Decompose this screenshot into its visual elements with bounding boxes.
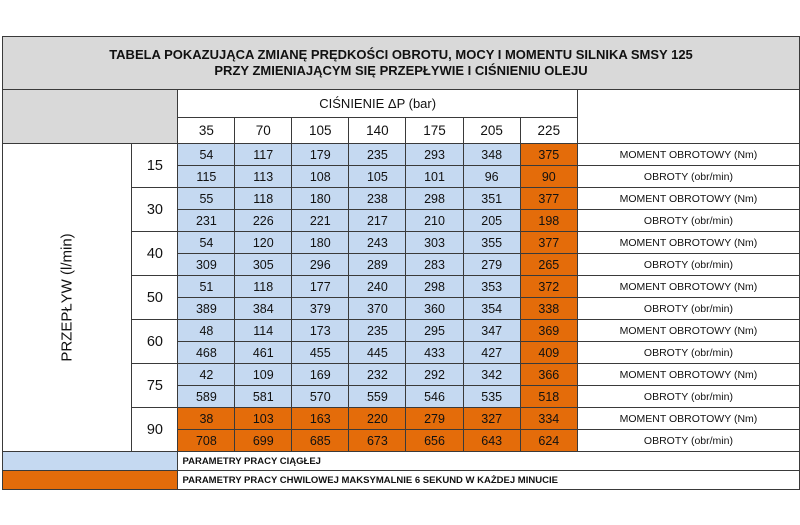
torque-value: 220 — [349, 408, 406, 430]
torque-value: 117 — [235, 144, 292, 166]
speed-value: 673 — [349, 430, 406, 452]
speed-value: 305 — [235, 254, 292, 276]
speed-label: OBROTY (obr/min) — [577, 166, 799, 188]
flow-value: 75 — [132, 364, 178, 408]
torque-label: MOMENT OBROTOWY (Nm) — [577, 320, 799, 342]
torque-value: 169 — [292, 364, 349, 386]
torque-value: 372 — [520, 276, 577, 298]
torque-label: MOMENT OBROTOWY (Nm) — [577, 188, 799, 210]
speed-value: 546 — [406, 386, 463, 408]
speed-value: 370 — [349, 298, 406, 320]
pressure-value: 70 — [235, 118, 292, 144]
speed-value: 205 — [463, 210, 520, 232]
speed-value: 535 — [463, 386, 520, 408]
speed-value: 338 — [520, 298, 577, 320]
torque-value: 295 — [406, 320, 463, 342]
torque-value: 173 — [292, 320, 349, 342]
legend-text-intermittent: PARAMETRY PRACY CHWILOWEJ MAKSYMALNIE 6 SEKUND W KAŻDEJ MINUCIE — [178, 471, 800, 490]
torque-value: 235 — [349, 320, 406, 342]
speed-value: 409 — [520, 342, 577, 364]
torque-value: 243 — [349, 232, 406, 254]
speed-value: 309 — [178, 254, 235, 276]
legend-swatch-intermittent — [3, 471, 178, 490]
speed-value: 289 — [349, 254, 406, 276]
pressure-value: 225 — [520, 118, 577, 144]
torque-value: 377 — [520, 232, 577, 254]
speed-value: 217 — [349, 210, 406, 232]
torque-label: MOMENT OBROTOWY (Nm) — [577, 276, 799, 298]
torque-value: 334 — [520, 408, 577, 430]
torque-value: 375 — [520, 144, 577, 166]
torque-value: 232 — [349, 364, 406, 386]
torque-value: 369 — [520, 320, 577, 342]
speed-value: 384 — [235, 298, 292, 320]
torque-value: 355 — [463, 232, 520, 254]
torque-label: MOMENT OBROTOWY (Nm) — [577, 232, 799, 254]
speed-value: 115 — [178, 166, 235, 188]
torque-value: 348 — [463, 144, 520, 166]
torque-value: 298 — [406, 188, 463, 210]
title-line-1: TABELA POKAZUJĄCA ZMIANĘ PRĘDKOŚCI OBROTU, MOCY I MOMENTU SILNIKA SMSY 125 — [109, 47, 693, 62]
speed-value: 265 — [520, 254, 577, 276]
torque-value: 377 — [520, 188, 577, 210]
pressure-value: 35 — [178, 118, 235, 144]
speed-value: 283 — [406, 254, 463, 276]
speed-label: OBROTY (obr/min) — [577, 254, 799, 276]
pressure-value: 140 — [349, 118, 406, 144]
pressure-header: CIŚNIENIE ΔP (bar) — [178, 90, 577, 118]
torque-value: 353 — [463, 276, 520, 298]
speed-value: 221 — [292, 210, 349, 232]
speed-value: 210 — [406, 210, 463, 232]
torque-value: 177 — [292, 276, 349, 298]
torque-value: 54 — [178, 232, 235, 254]
flow-header-label: PRZEPŁYW (l/min) — [58, 233, 76, 362]
speed-value: 113 — [235, 166, 292, 188]
torque-value: 114 — [235, 320, 292, 342]
torque-value: 293 — [406, 144, 463, 166]
torque-value: 240 — [349, 276, 406, 298]
speed-value: 427 — [463, 342, 520, 364]
speed-value: 570 — [292, 386, 349, 408]
torque-value: 109 — [235, 364, 292, 386]
torque-value: 179 — [292, 144, 349, 166]
torque-value: 118 — [235, 188, 292, 210]
speed-value: 360 — [406, 298, 463, 320]
legend-swatch-continuous — [3, 452, 178, 471]
speed-value: 108 — [292, 166, 349, 188]
torque-label: MOMENT OBROTOWY (Nm) — [577, 144, 799, 166]
torque-value: 42 — [178, 364, 235, 386]
speed-value: 518 — [520, 386, 577, 408]
flow-value: 15 — [132, 144, 178, 188]
torque-value: 103 — [235, 408, 292, 430]
pressure-value: 105 — [292, 118, 349, 144]
torque-label: MOMENT OBROTOWY (Nm) — [577, 364, 799, 386]
torque-value: 292 — [406, 364, 463, 386]
speed-value: 433 — [406, 342, 463, 364]
table-row — [3, 144, 800, 166]
speed-value: 231 — [178, 210, 235, 232]
flow-value: 60 — [132, 320, 178, 364]
speed-value: 699 — [235, 430, 292, 452]
torque-value: 327 — [463, 408, 520, 430]
speed-label: OBROTY (obr/min) — [577, 342, 799, 364]
torque-value: 51 — [178, 276, 235, 298]
torque-value: 180 — [292, 232, 349, 254]
torque-value: 298 — [406, 276, 463, 298]
speed-value: 389 — [178, 298, 235, 320]
torque-value: 180 — [292, 188, 349, 210]
pressure-value: 175 — [406, 118, 463, 144]
torque-value: 48 — [178, 320, 235, 342]
torque-value: 303 — [406, 232, 463, 254]
speed-value: 461 — [235, 342, 292, 364]
torque-value: 351 — [463, 188, 520, 210]
speed-value: 589 — [178, 386, 235, 408]
pressure-value: 205 — [463, 118, 520, 144]
legend-row — [3, 452, 800, 471]
speed-value: 379 — [292, 298, 349, 320]
speed-label: OBROTY (obr/min) — [577, 430, 799, 452]
table-title — [3, 37, 800, 90]
label-header-cell — [577, 90, 799, 144]
torque-value: 279 — [406, 408, 463, 430]
legend-row — [3, 471, 800, 490]
corner-cell — [3, 90, 178, 144]
speed-value: 559 — [349, 386, 406, 408]
torque-label: MOMENT OBROTOWY (Nm) — [577, 408, 799, 430]
speed-value: 445 — [349, 342, 406, 364]
speed-value: 656 — [406, 430, 463, 452]
torque-value: 163 — [292, 408, 349, 430]
speed-value: 296 — [292, 254, 349, 276]
speed-value: 226 — [235, 210, 292, 232]
speed-value: 354 — [463, 298, 520, 320]
speed-value: 468 — [178, 342, 235, 364]
speed-value: 96 — [463, 166, 520, 188]
speed-value: 101 — [406, 166, 463, 188]
speed-value: 624 — [520, 430, 577, 452]
speed-value: 685 — [292, 430, 349, 452]
speed-value: 198 — [520, 210, 577, 232]
legend-text-continuous: PARAMETRY PRACY CIĄGŁEJ — [178, 452, 800, 471]
torque-value: 235 — [349, 144, 406, 166]
speed-value: 279 — [463, 254, 520, 276]
motor-performance-table — [2, 36, 800, 490]
torque-value: 238 — [349, 188, 406, 210]
torque-value: 347 — [463, 320, 520, 342]
flow-value: 40 — [132, 232, 178, 276]
speed-value: 105 — [349, 166, 406, 188]
flow-value: 50 — [132, 276, 178, 320]
speed-value: 581 — [235, 386, 292, 408]
title-line-2: PRZY ZMIENIAJĄCYM SIĘ PRZEPŁYWIE I CIŚNIENIU OLEJU — [214, 63, 588, 78]
speed-label: OBROTY (obr/min) — [577, 386, 799, 408]
speed-label: OBROTY (obr/min) — [577, 210, 799, 232]
torque-value: 55 — [178, 188, 235, 210]
speed-value: 455 — [292, 342, 349, 364]
flow-header — [3, 144, 132, 452]
speed-label: OBROTY (obr/min) — [577, 298, 799, 320]
torque-value: 366 — [520, 364, 577, 386]
speed-value: 90 — [520, 166, 577, 188]
torque-value: 120 — [235, 232, 292, 254]
torque-value: 342 — [463, 364, 520, 386]
torque-value: 54 — [178, 144, 235, 166]
flow-value: 30 — [132, 188, 178, 232]
torque-value: 118 — [235, 276, 292, 298]
torque-value: 38 — [178, 408, 235, 430]
speed-value: 708 — [178, 430, 235, 452]
flow-value: 90 — [132, 408, 178, 452]
speed-value: 643 — [463, 430, 520, 452]
